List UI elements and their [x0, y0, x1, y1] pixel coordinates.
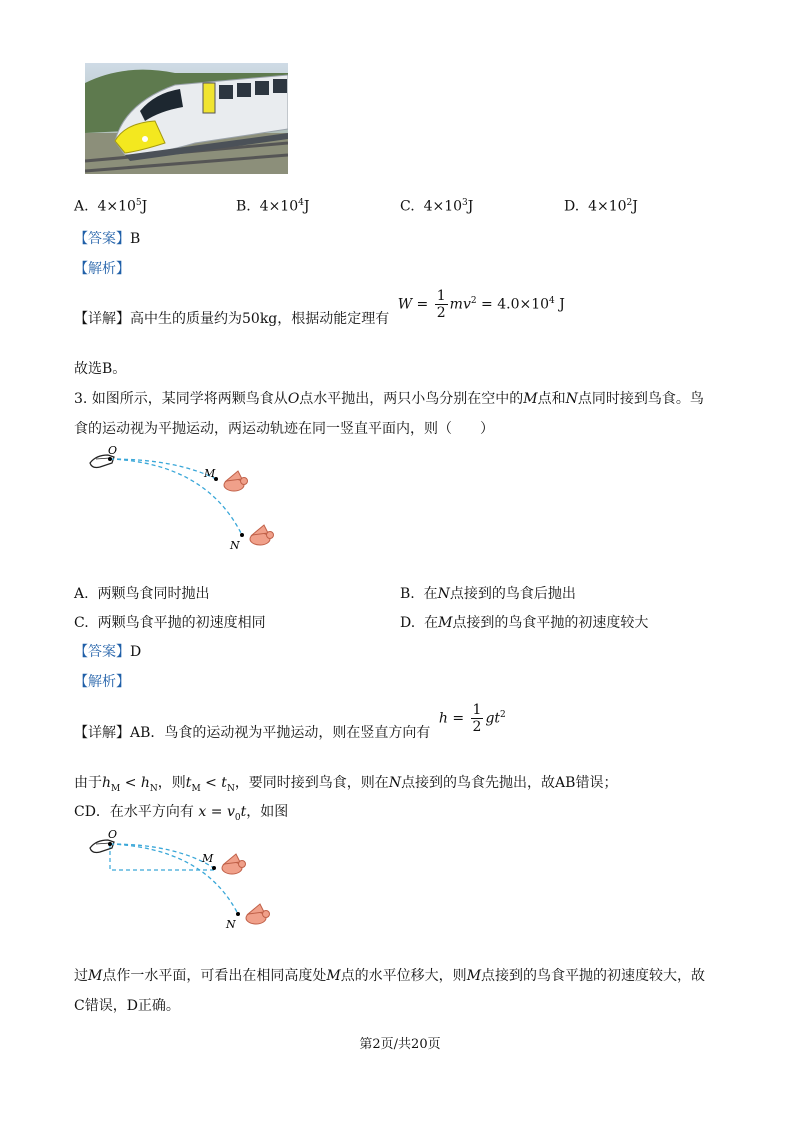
- q3-stem-line1: 3. 如图所示，某同学将两颗鸟食从O点水平抛出，两只小鸟分别在空中的M点和N点同时接到鸟食。鸟: [74, 391, 704, 407]
- q3-detail: 【详解】AB．鸟食的运动视为平抛运动，则在竖直方向有 h = $\frac{1}{2}$ $gt^2$: [74, 702, 506, 741]
- point-n-label: N: [230, 539, 240, 552]
- bird-icon: [224, 471, 248, 491]
- q3-final-line2: C错误，D正确。: [74, 998, 180, 1014]
- q3-figure-trajectories: [86, 443, 286, 555]
- page-number: 第2页/共20页: [359, 1037, 441, 1052]
- point-o-label: O: [108, 444, 118, 457]
- point-n-label: N: [226, 918, 236, 931]
- q3-option-d[interactable]: D. 在M点接到的鸟食平抛的初速度较大: [400, 615, 649, 631]
- q3-cd-reasoning: CD．在水平方向有 $x = v_0t$，如图: [74, 804, 289, 823]
- q2-analysis-tag: 【解析】: [74, 261, 130, 277]
- point-m-label: M: [204, 467, 216, 480]
- q3-option-a[interactable]: A. 两颗鸟食同时抛出: [74, 586, 210, 602]
- q2-option-b[interactable]: B. $4\times 10^4J$: [236, 198, 310, 215]
- bird-icon: [222, 854, 246, 874]
- point-o-label: O: [108, 828, 118, 841]
- q3-option-b[interactable]: B. 在N点接到的鸟食后抛出: [400, 586, 576, 602]
- q2-conclusion: 故选B。: [74, 361, 127, 377]
- q3-formula: h = $\frac{1}{2}$ $gt^2$: [438, 702, 506, 735]
- bird-icon: [250, 525, 274, 545]
- q2-option-d[interactable]: D. $4\times 10^2J$: [564, 198, 638, 215]
- q3-final-line1: 过M点作一水平面，可看出在相同高度处M点的水平位移大，则M点接到的鸟食平抛的初速度较大，故: [74, 968, 706, 984]
- q2-option-c[interactable]: C. $4\times 10^3J$: [400, 198, 474, 215]
- q2-detail: 【详解】高中生的质量约为50kg，根据动能定理有 W = $\frac{1}{2}$ $mv^2 = 4.0\times 10^4$ J: [74, 288, 565, 327]
- q2-answer: 【答案】B: [74, 231, 141, 247]
- q3-answer: 【答案】D: [74, 644, 142, 660]
- q2-formula: W = $\frac{1}{2}$ $mv^2 = 4.0\times 10^4$ J: [397, 288, 565, 321]
- q3-figure-horizontal-line: [86, 826, 286, 938]
- q3-time-reasoning: 由于$h_M < h_N$，则$t_M < t_N$，要同时接到鸟食，则在N点接到的鸟食先抛出，故AB错误；: [74, 775, 618, 794]
- q2-option-a[interactable]: A. $4\times 10^5J$: [74, 198, 148, 215]
- train-photo: [85, 63, 288, 174]
- q3-option-c[interactable]: C. 两颗鸟食平抛的初速度相同: [74, 615, 266, 631]
- q3-stem-line2: 食的运动视为平抛运动，两运动轨迹在同一竖直平面内，则（ ）: [74, 421, 494, 437]
- bird-icon: [246, 904, 270, 924]
- q3-analysis-tag: 【解析】: [74, 674, 130, 690]
- point-m-label: M: [202, 852, 214, 865]
